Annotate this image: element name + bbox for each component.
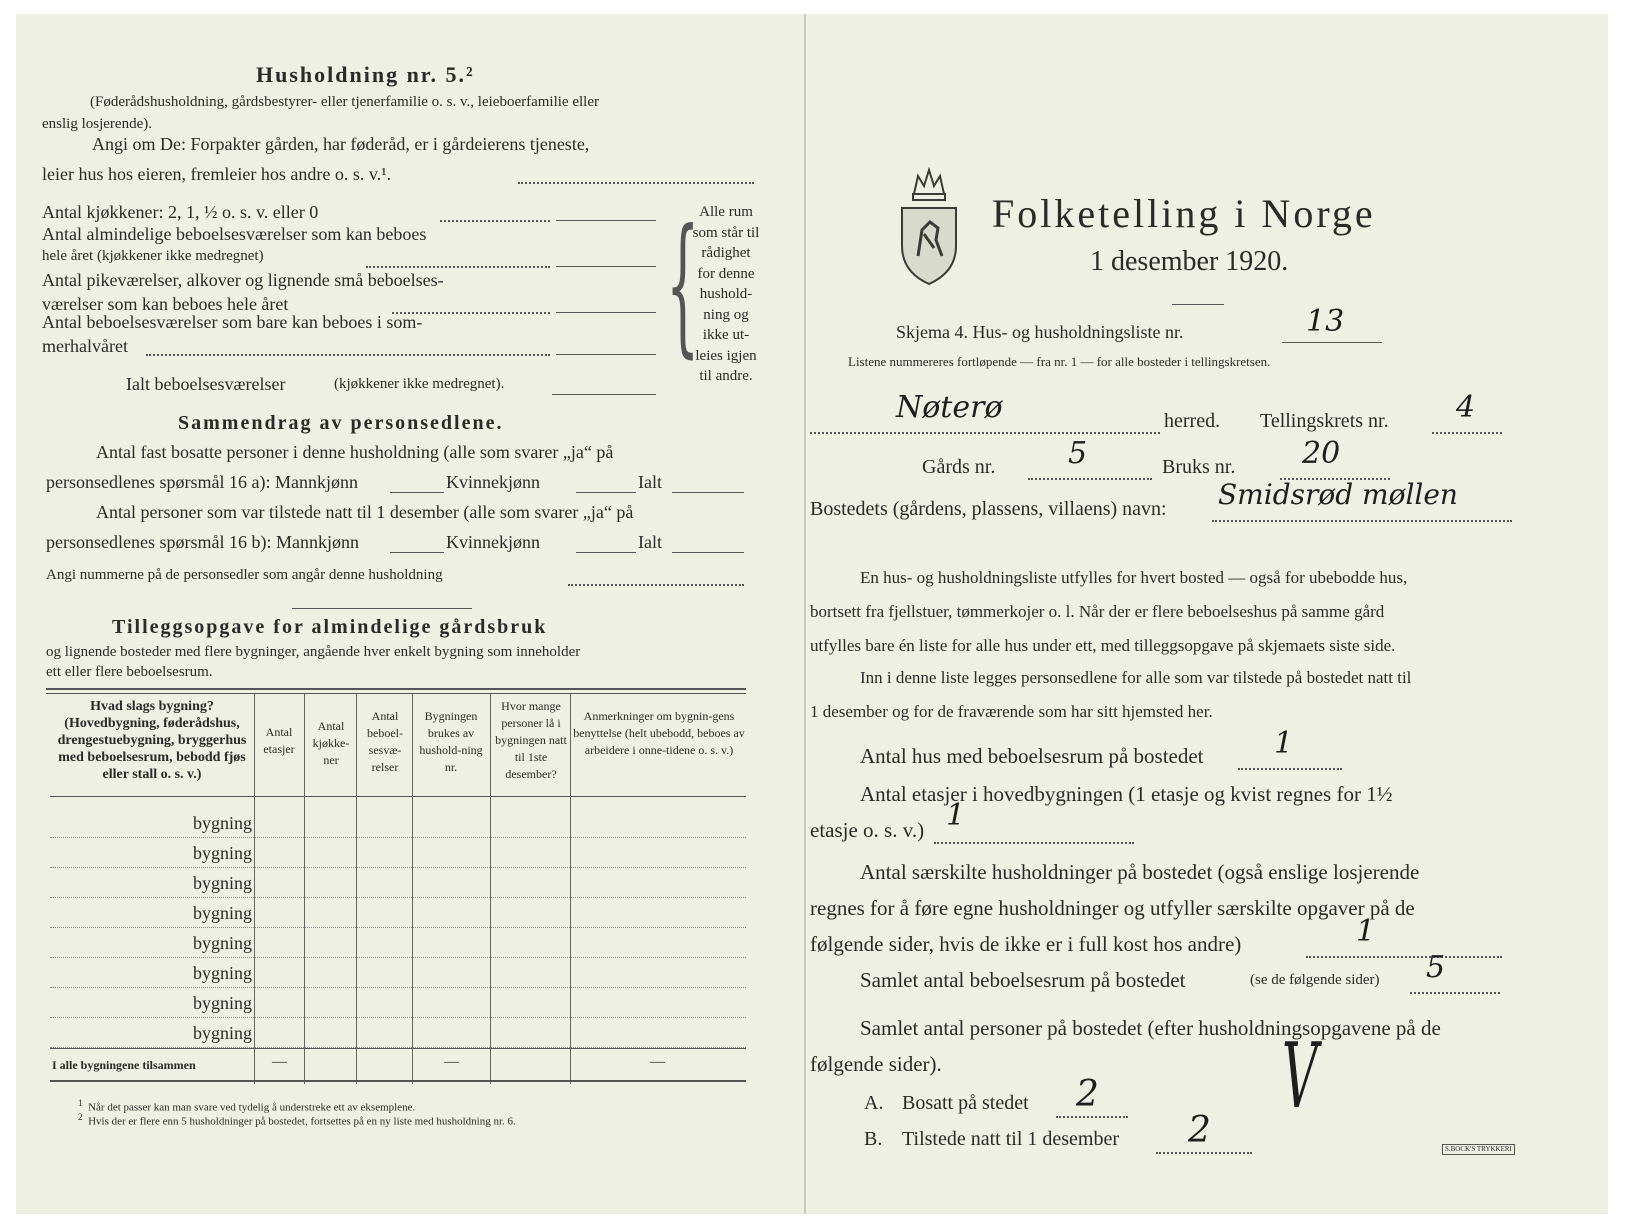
table-header-floors: Antal etasjer [263,725,295,756]
table-row[interactable] [50,1018,746,1048]
table-header-rule [50,796,746,797]
instruction-4: Inn i denne liste legges personsedlene for alle som var tilstede på bostedet natt til [860,668,1412,687]
right-page [806,14,1608,1214]
footnote-1: $^1$ Når det passer kan man svare ved tydelig å understreke ett av eksemplene. [78,1098,416,1114]
printer-stamp: S.BOCK'S TRYKKERI [1442,1144,1515,1155]
table-row[interactable] [50,958,746,988]
present-female-label: Kvinnekjønn [446,532,540,552]
kitchens-field[interactable] [556,220,656,221]
floors-value: 1 [946,798,966,833]
side-note [674,202,778,387]
table-header-kitchens: Antal kjøkke-ner [312,719,350,767]
present-total-field[interactable] [672,552,744,553]
rooms-regular-field[interactable] [556,266,656,267]
table-header-building-type-text: Hvad slags bygning? (Hovedbygning, føderådshus, drengestuebygning, bryggerhus med beboelsesrum, bebodd fjøs eller stall o. s. v.) [57,699,247,782]
resident-count-value: 2 [1076,1074,1099,1115]
persons-question-2: følgende sider). [810,1052,942,1076]
side-note-line: leies igjen [695,347,757,364]
instruction-5: 1 desember og for de fraværende som har sitt hjemsted her. [810,702,1213,721]
households-question-3: følgende sider, hvis de ikke er i full kost hos andre) [810,932,1242,956]
rooms-total-label: Ialt beboelsesværelser [126,374,286,394]
rooms-regular-label-1: Antal almindelige beboelsesværelser som kan beboes [42,224,427,244]
schema-note: Listene nummereres fortløpende — fra nr. 1 — for alle bosteder i tellingskretsen. [848,354,1271,369]
resident-label-letter: A. [864,1092,884,1114]
summary-title: Sammendrag av personsedlene. [178,412,504,434]
krets-field[interactable] [1432,432,1502,434]
table-row-label: bygning [192,963,252,983]
table-row[interactable] [50,868,746,898]
household-intro-note-2: enslig losjerende). [42,116,152,132]
krets-value: 4 [1456,390,1476,425]
summary-line-1a: Antal fast bosatte personer i denne husholdning (alle som svarer „ja“ på [96,442,614,462]
table-row[interactable] [50,808,746,838]
herred-field[interactable] [810,432,1160,434]
present-label-letter: B. [864,1128,883,1150]
ask-answer-line[interactable] [518,182,754,184]
side-note-line: for denne [697,265,755,282]
table-total-remarks: — [650,1054,665,1070]
footnote-1-text: Når det passer kan man svare ved tydelig å understreke ett av eksemplene. [88,1101,416,1114]
table-top-rule-2 [46,693,746,694]
gards-value: 5 [1068,436,1088,471]
person-numbers-field[interactable] [568,584,744,586]
table-top-rule [46,688,746,690]
rooms-regular-dots [366,266,550,268]
resident-count-field[interactable] [1056,1116,1128,1118]
table-row-label: bygning [192,903,252,923]
gards-label: Gårds nr. [922,456,996,478]
check-mark: V [1282,1024,1318,1129]
extra-line-2: ett eller flere beboelsesrum. [46,664,213,680]
herred-value: Nøterø [896,390,1003,425]
instruction-2: bortsett fra fjellstuer, tømmerkojer o. l. Når der er flere beboelseshus på samme gård [810,602,1385,621]
summary-line-2b: personsedlenes spørsmål 16 b): Mannkjønn [46,532,359,552]
table-row[interactable] [50,838,746,868]
herred-label: herred. [1164,410,1221,432]
footnote-2: $^2$ Hvis der er flere enn 5 husholdninger på bostedet, fortsettes på en ny liste med husholdning nr. 6. [78,1112,516,1128]
household-title: Husholdning nr. 5.² [256,62,475,87]
rooms-total-field[interactable] [552,394,656,395]
table-total-household: — [444,1054,459,1070]
bosted-value: Smidsrød møllen [1218,478,1458,511]
households-question-2: regnes for å føre egne husholdninger og utfyller særskilte opgaver på de [810,896,1415,920]
schema-label: Skjema 4. Hus- og husholdningsliste nr. [896,322,1184,342]
kitchens-dots [440,220,550,222]
present-count-value: 2 [1188,1110,1211,1151]
instruction-1: En hus- og husholdningsliste utfylles for hvert bosted — også for ubebodde hus, [860,568,1408,587]
rooms-small-label-2: værelser som kan beboes hele året [42,294,289,314]
summary-line-1b: personsedlenes spørsmål 16 a): Mannkjønn [46,472,358,492]
rooms-summer-field[interactable] [556,354,656,355]
present-label: Tilstede natt til 1 desember [902,1128,1120,1150]
kitchens-label: Antal kjøkkener: 2, 1, ½ o. s. v. eller 0 [42,202,319,222]
side-note-line: ning og [703,306,749,323]
table-total-rule [50,1048,746,1049]
table-row-label: bygning [192,813,252,833]
rooms-regular-label-2: hele året (kjøkkener ikke medregnet) [42,248,264,264]
floors-question-1: Antal etasjer i hovedbygningen (1 etasje og kvist regnes for 1½ [860,782,1393,806]
side-note-line: hushold- [699,286,753,302]
households-value: 1 [1356,914,1376,949]
table-row[interactable] [50,928,746,958]
rooms-value: 5 [1426,950,1446,985]
rooms-question-note: (se de følgende sider) [1250,972,1380,988]
census-title: Folketelling i Norge [992,191,1376,236]
table-total-label: I alle bygningene tilsammen [52,1058,196,1072]
present-total-label: Ialt [638,532,662,552]
present-count-field[interactable] [1156,1152,1252,1154]
census-date: 1 desember 1920. [1090,246,1289,277]
present-female-field[interactable] [576,552,636,553]
extra-title: Tilleggsopgave for almindelige gårdsbruk [112,616,548,638]
extra-line-1: og lignende bosteder med flere bygninger, angående hver enkelt bygning som inneholder [46,644,581,660]
ask-line-1: Angi om De: Forpakter gården, har føderåd, er i gårdeierens tjeneste, [92,134,590,154]
households-field[interactable] [1306,956,1502,958]
bosted-label: Bostedets (gårdens, plassens, villaens) navn: [810,498,1167,520]
footnote-2-text: Hvis der er flere enn 5 husholdninger på bostedet, fortsettes på en ny liste med husholdning nr. 6. [88,1115,516,1128]
side-note-line: som står til [692,224,760,241]
rooms-summer-label-2: merhalvåret [42,336,128,356]
side-note-line: rådighet [701,245,751,261]
side-note-brace: { [666,198,700,372]
bruks-label: Bruks nr. [1162,456,1236,478]
table-row-label: bygning [192,1023,252,1043]
households-question-1: Antal særskilte husholdninger på bostedet (også enslige losjerende [860,860,1420,884]
table-row-label: bygning [192,933,252,953]
coat-of-arms-icon [896,160,962,288]
resident-female-field[interactable] [576,492,636,493]
side-note-line: Alle rum [699,204,753,220]
table-row[interactable] [50,988,746,1018]
present-male-field[interactable] [390,552,444,553]
table-header-remarks: Anmerkninger om bygnin-gens benyttelse (helt ubebodd, beboes av arbeidere i onne-tidene o. s. v.) [573,709,745,757]
table-bottom-rule [50,1080,746,1082]
household-intro-note: (Føderådshusholdning, gårdsbestyrer- eller tjenerfamilie o. s. v., leieboerfamilie eller [90,94,599,110]
floors-question-2: etasje o. s. v.) [810,818,925,842]
gards-field[interactable] [1028,478,1152,480]
resident-label: Bosatt på stedet [902,1092,1029,1114]
left-page [16,14,804,1214]
rooms-total-note: (kjøkkener ikke medregnet). [334,376,505,392]
table-header-rooms: Antal beboel-sesvæ-relser [367,709,403,774]
summary-line-2a: Antal personer som var tilstede natt til 1 desember (alle som svarer „ja“ på [96,502,634,522]
houses-field[interactable] [1238,768,1342,770]
rooms-field[interactable] [1410,992,1500,994]
person-numbers-label: Angi nummerne på de personsedler som angår denne husholdning [46,567,443,583]
houses-value: 1 [1274,726,1294,761]
rooms-question: Samlet antal beboelsesrum på bostedet [860,968,1186,992]
table-header-building-type [50,698,254,783]
table-row-label: bygning [192,993,252,1013]
schema-nr-field[interactable] [1282,342,1382,343]
krets-label: Tellingskrets nr. [1260,410,1389,432]
rooms-small-field[interactable] [556,312,656,313]
table-body [50,808,746,1048]
schema-nr-value: 13 [1306,304,1345,339]
floors-field[interactable] [934,842,1134,844]
ask-line-2: leier hus hos eieren, fremleier hos andre o. s. v.¹. [42,164,392,184]
rooms-summer-dots [146,354,550,356]
houses-question: Antal hus med beboelsesrum på bostedet [860,744,1204,768]
table-header-persons: Hvor mange personer lå i bygningen natt til 1ste desember? [495,699,567,781]
instruction-3: utfylles bare én liste for alle hus under ett, med tilleggsopgave på skjemaets siste side. [810,636,1396,655]
table-row-label: bygning [192,873,252,893]
table-header-household-nr: Bygningen brukes av hushold-ning nr. [419,709,483,774]
table-total-floors: — [272,1054,287,1070]
resident-male-field[interactable] [390,492,444,493]
table-row[interactable] [50,898,746,928]
bruks-value: 20 [1302,436,1341,471]
section-divider [292,608,472,609]
rooms-small-label-1: Antal pikeværelser, alkover og lignende små beboelses- [42,270,444,290]
rooms-summer-label-1: Antal beboelsesværelser som bare kan beboes i som- [42,312,423,332]
resident-total-field[interactable] [672,492,744,493]
persons-question-1: Samlet antal personer på bostedet (efter husholdningsopgavene på de [860,1016,1441,1040]
bosted-field[interactable] [1212,520,1512,522]
table-row-label: bygning [192,843,252,863]
side-note-line: til andre. [699,368,753,384]
side-note-line: ikke ut- [702,327,750,343]
title-divider [1172,304,1224,305]
resident-female-label: Kvinnekjønn [446,472,540,492]
resident-total-label: Ialt [638,472,662,492]
